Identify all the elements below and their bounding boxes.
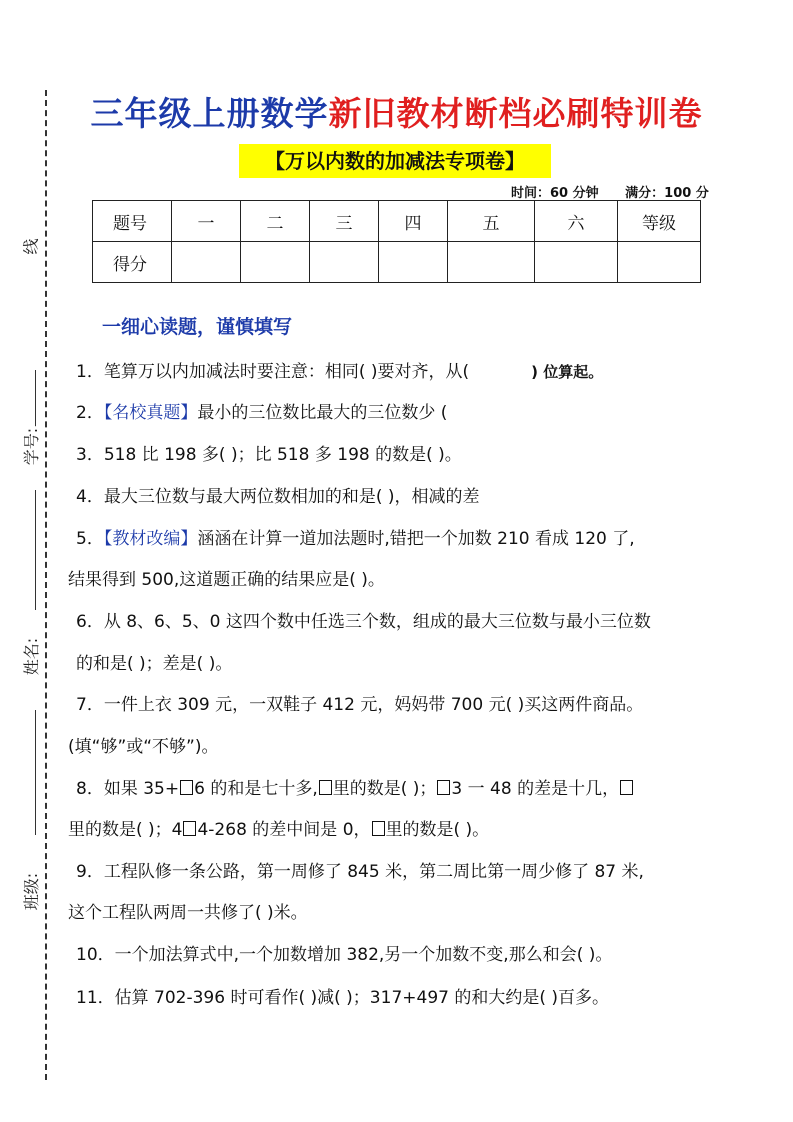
question-9: 9．工程队修一条公路，第一周修了 845 米，第二周比第一周少修了 87 米,: [76, 862, 644, 882]
time-limit: 时间：60 分钟: [511, 186, 599, 201]
blank-box-icon: [620, 780, 633, 795]
blank-box-icon: [437, 780, 450, 795]
binding-dashed-line: [45, 90, 47, 1080]
subtitle-banner: 【万以内数的加减法专项卷】: [239, 144, 551, 178]
table-row: [93, 201, 701, 242]
student-no-label: 学号:: [19, 426, 42, 467]
table-cell: 得分: [93, 242, 172, 283]
table-cell: 四: [379, 201, 448, 242]
name-label: 姓名:: [19, 636, 42, 677]
blank-box-icon: [319, 780, 332, 795]
page-title: [0, 88, 793, 135]
score-input-cell[interactable]: [310, 242, 379, 283]
score-input-cell[interactable]: [241, 242, 310, 283]
question-10: 10．一个加法算式中,一个加数增加 382,另一个加数不变,那么和会( )。: [76, 945, 613, 965]
exam-meta: [511, 182, 731, 201]
table-cell: 二: [241, 201, 310, 242]
table-cell: 三: [310, 201, 379, 242]
tag-label: 【名校真题】: [103, 403, 198, 423]
binding-line-mark: 线: [19, 236, 42, 256]
tag-label: 【教材改编】: [103, 529, 198, 549]
question-4: 4．最大三位数与最大两位数相加的和是( )，相减的差: [76, 487, 480, 507]
table-cell: 题号: [93, 201, 172, 242]
score-input-cell[interactable]: [379, 242, 448, 283]
question-6: 6．从 8、6、5、0 这四个数中任选三个数，组成的最大三位数与最小三位数: [76, 612, 651, 632]
full-score: 满分：100 分: [625, 186, 709, 201]
question-1: 1．笔算万以内加减法时要注意：相同( )要对齐，从( ) 位算起。: [76, 362, 604, 382]
student-no-blank: [35, 370, 36, 430]
name-blank: [35, 710, 36, 835]
table-cell: 六: [535, 201, 618, 242]
score-input-cell[interactable]: [448, 242, 535, 283]
class-label: 班级:: [19, 871, 42, 912]
question-8: 8．如果 35+ 6 的和是七十多, 里的数是( )； 3 一 48 的差是十几，: [76, 774, 634, 799]
question-6-line2: 的和是( )；差是( )。: [76, 654, 233, 674]
table-row: [93, 242, 701, 283]
question-5: 5．【教材改编】涵涵在计算一道加法题时,错把一个加数 210 看成 120 了,: [76, 529, 635, 549]
blank-box-icon: [183, 821, 196, 836]
blank-box-icon: [180, 780, 193, 795]
table-cell: 五: [448, 201, 535, 242]
blank-box-icon: [372, 821, 385, 836]
question-5-line2: 结果得到 500,这道题正确的结果应是( )。: [68, 570, 385, 590]
question-11: 11．估算 702-396 时可看作( )减( )；317+497 的和大约是( )百多。: [76, 988, 610, 1008]
score-table: [92, 200, 701, 283]
question-3: 3．518 比 198 多( )；比 518 多 198 的数是( )。: [76, 445, 462, 465]
score-input-cell[interactable]: [172, 242, 241, 283]
question-7-line2: (填“够”或“不够”)。: [68, 737, 219, 757]
question-8-line2: 里的数是( )；4 4-268 的差中间是 0， 里的数是( )。: [68, 820, 490, 840]
section-title: 一细心读题，谨慎填写: [102, 316, 293, 338]
table-cell: 等级: [618, 201, 701, 242]
title-series: 新旧教材断档必刷特训卷: [328, 94, 703, 133]
name-blank-top: [35, 490, 36, 610]
question-9-line2: 这个工程队两周一共修了( )米。: [68, 903, 308, 923]
table-cell: 一: [172, 201, 241, 242]
question-2: 2．【名校真题】最小的三位数比最大的三位数少 (: [76, 403, 448, 423]
title-grade: 三年级上册数学: [90, 94, 329, 133]
question-7: 7．一件上衣 309 元，一双鞋子 412 元，妈妈带 700 元( )买这两件商品。: [76, 695, 644, 715]
score-input-cell[interactable]: [535, 242, 618, 283]
score-input-cell[interactable]: [618, 242, 701, 283]
